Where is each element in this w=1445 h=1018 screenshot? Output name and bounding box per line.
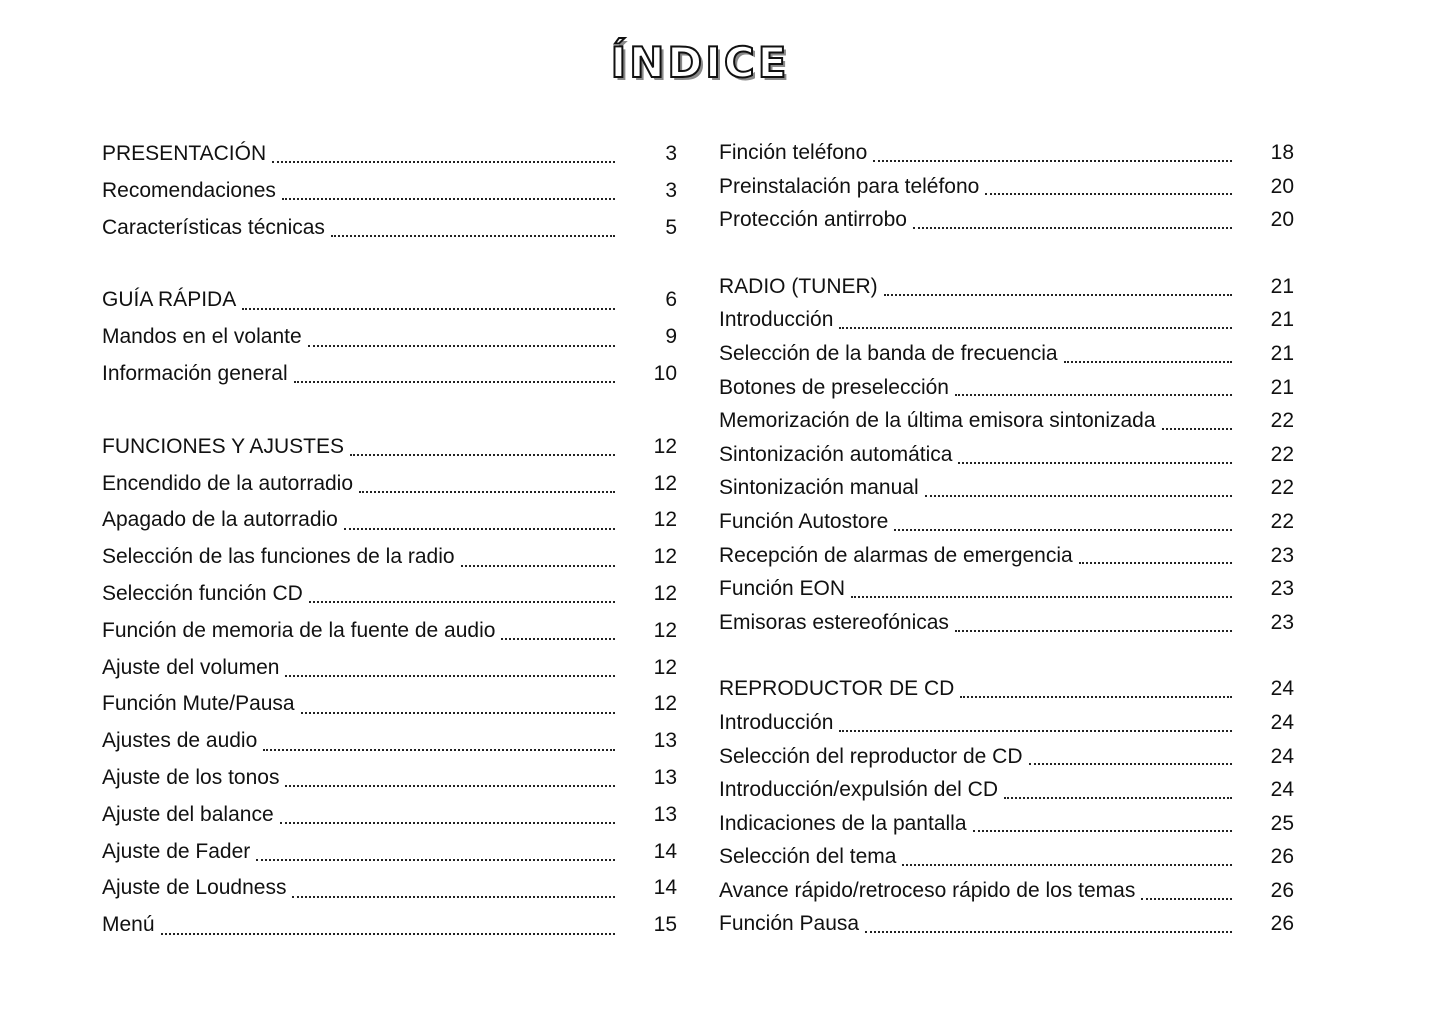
dot-leader bbox=[285, 785, 615, 787]
toc-entry-title: Memorización de la última emisora sintonizada bbox=[719, 409, 1156, 433]
dot-leader bbox=[839, 730, 1232, 732]
toc-entry-title: Avance rápido/retroceso rápido de los temas bbox=[719, 878, 1136, 902]
toc-entry[interactable] bbox=[719, 404, 1294, 438]
toc-entry[interactable] bbox=[719, 136, 1294, 170]
toc-entry-page-number: 23 bbox=[1270, 543, 1294, 567]
dot-leader bbox=[350, 454, 615, 456]
dot-leader bbox=[272, 161, 615, 163]
dot-leader bbox=[309, 601, 615, 603]
dot-leader bbox=[294, 381, 615, 383]
toc-entry[interactable] bbox=[719, 907, 1294, 941]
toc-entry-page-number: 20 bbox=[1270, 174, 1294, 198]
toc-entry-title: Apagado de la autorradio bbox=[102, 508, 338, 532]
toc-section bbox=[719, 136, 1294, 237]
dot-leader bbox=[285, 675, 615, 677]
toc-section bbox=[102, 429, 677, 944]
toc-entry-page-number: 24 bbox=[1270, 710, 1294, 734]
toc-entry-page-number: 10 bbox=[653, 361, 677, 385]
toc-entry[interactable] bbox=[102, 686, 677, 723]
toc-entry-page-number: 21 bbox=[1270, 274, 1294, 298]
dot-leader bbox=[280, 822, 615, 824]
page-title: ÍNDICE bbox=[610, 38, 790, 87]
toc-entry[interactable] bbox=[719, 471, 1294, 505]
dot-leader bbox=[1004, 797, 1232, 799]
toc-entry-page-number: 21 bbox=[1270, 375, 1294, 399]
dot-leader bbox=[501, 638, 615, 640]
dot-leader bbox=[242, 308, 615, 310]
toc-entry-page-number: 18 bbox=[1270, 141, 1294, 164]
toc-entry-title: Selección de la banda de frecuencia bbox=[719, 341, 1058, 365]
toc-entry[interactable] bbox=[102, 539, 677, 576]
toc-entry[interactable] bbox=[719, 773, 1294, 807]
dot-leader bbox=[256, 859, 615, 861]
toc-entry[interactable] bbox=[102, 282, 677, 319]
toc-entry[interactable] bbox=[719, 606, 1294, 640]
toc-entry-title: Selección del tema bbox=[719, 845, 897, 869]
toc-entry-title: Introducción bbox=[719, 308, 834, 332]
dot-leader bbox=[960, 696, 1232, 698]
toc-entry-page-number: 12 bbox=[653, 508, 677, 532]
toc-entry-title: Función de memoria de la fuente de audio bbox=[102, 618, 496, 642]
toc-entry-page-number: 22 bbox=[1270, 442, 1294, 466]
toc-entry-title: FUNCIONES Y AJUSTES bbox=[102, 434, 344, 458]
toc-entry[interactable] bbox=[719, 303, 1294, 337]
toc-entry-page-number: 24 bbox=[1270, 744, 1294, 768]
toc-entry[interactable] bbox=[719, 170, 1294, 204]
toc-entry-title: Selección del reproductor de CD bbox=[719, 744, 1023, 768]
toc-entry-page-number: 25 bbox=[1270, 811, 1294, 835]
dot-leader bbox=[1141, 898, 1232, 900]
toc-entry-page-number: 24 bbox=[1270, 677, 1294, 701]
toc-entry[interactable] bbox=[719, 740, 1294, 774]
toc-entry-page-number: 12 bbox=[653, 618, 677, 642]
toc-entry-page-number: 23 bbox=[1270, 610, 1294, 634]
dot-leader bbox=[331, 235, 615, 237]
toc-entry-page-number: 3 bbox=[665, 178, 677, 202]
toc-entry-title: Función EON bbox=[719, 577, 846, 601]
toc-entry[interactable] bbox=[719, 203, 1294, 237]
toc-entry-title: Ajustes de audio bbox=[102, 729, 258, 753]
toc-entry-title: Ajuste de Fader bbox=[102, 839, 251, 863]
toc-entry-title: Menú bbox=[102, 913, 155, 937]
dot-leader bbox=[955, 630, 1232, 632]
dot-leader bbox=[894, 529, 1232, 531]
toc-entry-title: Función Pausa bbox=[719, 912, 860, 936]
toc-entry-title: Función Autostore bbox=[719, 509, 889, 533]
toc-entry-title: Introducción bbox=[719, 710, 834, 734]
toc-entry-page-number: 20 bbox=[1270, 208, 1294, 232]
dot-leader bbox=[902, 864, 1232, 866]
toc-entry[interactable] bbox=[102, 429, 677, 466]
toc-entry[interactable] bbox=[719, 539, 1294, 573]
toc-entry[interactable] bbox=[719, 505, 1294, 539]
toc-entry-title: Ajuste del balance bbox=[102, 802, 274, 826]
toc-entry[interactable] bbox=[102, 723, 677, 760]
toc-section bbox=[102, 136, 677, 246]
toc-entry-title: Sintonización automática bbox=[719, 442, 953, 466]
toc-entry[interactable] bbox=[719, 438, 1294, 472]
toc-entry[interactable] bbox=[102, 576, 677, 613]
toc-entry[interactable] bbox=[719, 874, 1294, 908]
toc-entry-page-number: 23 bbox=[1270, 577, 1294, 601]
toc-entry-title: Mandos en el volante bbox=[102, 325, 302, 349]
toc-entry[interactable] bbox=[102, 650, 677, 687]
toc-entry[interactable] bbox=[102, 502, 677, 539]
toc-entry-page-number: 13 bbox=[653, 765, 677, 789]
toc-entry-page-number: 22 bbox=[1270, 476, 1294, 500]
toc-entry-title: Introducción/expulsión del CD bbox=[719, 778, 998, 802]
toc-left-column bbox=[102, 136, 677, 944]
toc-entry-page-number: 21 bbox=[1270, 308, 1294, 332]
toc-entry-page-number: 24 bbox=[1270, 778, 1294, 802]
toc-entry-page-number: 26 bbox=[1270, 912, 1294, 936]
toc-entry[interactable] bbox=[719, 270, 1294, 304]
toc-entry-page-number: 13 bbox=[653, 802, 677, 826]
toc-entry-title: Finción teléfono bbox=[719, 141, 868, 164]
toc-entry-page-number: 12 bbox=[653, 692, 677, 716]
dot-leader bbox=[873, 160, 1232, 162]
dot-leader bbox=[344, 528, 615, 530]
dot-leader bbox=[308, 345, 615, 347]
dot-leader bbox=[263, 749, 615, 751]
dot-leader bbox=[282, 198, 615, 200]
dot-leader bbox=[973, 830, 1232, 832]
toc-entry-page-number: 3 bbox=[665, 142, 677, 165]
toc-entry[interactable] bbox=[102, 907, 677, 944]
toc-entry-page-number: 12 bbox=[653, 471, 677, 495]
toc-entry[interactable] bbox=[102, 319, 677, 356]
toc-entry-page-number: 22 bbox=[1270, 409, 1294, 433]
toc-entry[interactable] bbox=[719, 572, 1294, 606]
toc-entry-page-number: 5 bbox=[665, 215, 677, 239]
toc-entry[interactable] bbox=[102, 797, 677, 834]
toc-entry-title: Información general bbox=[102, 361, 288, 385]
toc-entry-title: Recomendaciones bbox=[102, 178, 276, 202]
toc-entry-page-number: 26 bbox=[1270, 845, 1294, 869]
dot-leader bbox=[1079, 562, 1232, 564]
toc-entry[interactable] bbox=[102, 834, 677, 871]
toc-entry-title: GUÍA RÁPIDA bbox=[102, 288, 237, 312]
toc-entry-title: Ajuste de Loudness bbox=[102, 876, 287, 900]
toc-entry-page-number: 14 bbox=[653, 839, 677, 863]
dot-leader bbox=[955, 394, 1232, 396]
toc-entry-title: Selección de las funciones de la radio bbox=[102, 545, 455, 569]
toc-entry[interactable] bbox=[719, 672, 1294, 706]
toc-entry-page-number: 12 bbox=[653, 581, 677, 605]
toc-entry-page-number: 12 bbox=[653, 655, 677, 679]
toc-entry-page-number: 13 bbox=[653, 729, 677, 753]
toc-entry[interactable] bbox=[102, 136, 677, 173]
toc-entry[interactable] bbox=[102, 210, 677, 247]
toc-entry-page-number: 21 bbox=[1270, 341, 1294, 365]
toc-entry[interactable] bbox=[719, 840, 1294, 874]
toc-entry-title: Protección antirrobo bbox=[719, 208, 907, 232]
toc-entry-page-number: 22 bbox=[1270, 509, 1294, 533]
dot-leader bbox=[985, 193, 1232, 195]
dot-leader bbox=[461, 565, 615, 567]
dot-leader bbox=[913, 227, 1232, 229]
dot-leader bbox=[884, 294, 1232, 296]
toc-entry[interactable] bbox=[102, 760, 677, 797]
toc-entry-page-number: 9 bbox=[665, 325, 677, 349]
toc-entry-page-number: 14 bbox=[653, 876, 677, 900]
dot-leader bbox=[839, 327, 1232, 329]
toc-entry-title: PRESENTACIÓN bbox=[102, 142, 267, 165]
dot-leader bbox=[865, 931, 1232, 933]
toc-entry[interactable] bbox=[102, 870, 677, 907]
dot-leader bbox=[161, 933, 615, 935]
toc-entry-page-number: 6 bbox=[665, 288, 677, 312]
toc-entry-page-number: 15 bbox=[653, 913, 677, 937]
toc-entry-title: Preinstalación para teléfono bbox=[719, 174, 980, 198]
dot-leader bbox=[1162, 428, 1232, 430]
toc-entry-title: Indicaciones de la pantalla bbox=[719, 811, 967, 835]
dot-leader bbox=[301, 712, 615, 714]
toc-entry[interactable] bbox=[102, 356, 677, 393]
toc-entry[interactable] bbox=[102, 613, 677, 650]
toc-entry-title: Función Mute/Pausa bbox=[102, 692, 295, 716]
toc-right-column bbox=[719, 136, 1294, 941]
toc-entry-page-number: 12 bbox=[653, 545, 677, 569]
toc-entry-title: Sintonización manual bbox=[719, 476, 919, 500]
toc-entry[interactable] bbox=[719, 371, 1294, 405]
toc-section bbox=[719, 672, 1294, 941]
toc-entry-title: Características técnicas bbox=[102, 215, 325, 239]
toc-entry-title: Ajuste del volumen bbox=[102, 655, 280, 679]
dot-leader bbox=[958, 462, 1232, 464]
dot-leader bbox=[1029, 763, 1233, 765]
toc-entry-title: Emisoras estereofónicas bbox=[719, 610, 949, 634]
toc-entry-title: RADIO (TUNER) bbox=[719, 274, 878, 298]
toc-entry-title: Recepción de alarmas de emergencia bbox=[719, 543, 1073, 567]
toc-entry-title: Encendido de la autorradio bbox=[102, 471, 354, 495]
toc-section bbox=[719, 270, 1294, 640]
toc-entry[interactable] bbox=[102, 466, 677, 503]
toc-entry[interactable] bbox=[719, 706, 1294, 740]
dot-leader bbox=[851, 596, 1232, 598]
toc-entry[interactable] bbox=[719, 807, 1294, 841]
toc-section bbox=[102, 282, 677, 392]
toc-entry-title: Ajuste de los tonos bbox=[102, 765, 280, 789]
dot-leader bbox=[292, 896, 615, 898]
toc-entry-page-number: 12 bbox=[653, 434, 677, 458]
toc-entry[interactable] bbox=[719, 337, 1294, 371]
toc-entry-page-number: 26 bbox=[1270, 878, 1294, 902]
dot-leader bbox=[359, 491, 615, 493]
toc-entry-title: REPRODUCTOR DE CD bbox=[719, 677, 955, 701]
dot-leader bbox=[1064, 361, 1232, 363]
toc-entry-title: Selección función CD bbox=[102, 581, 303, 605]
toc-entry[interactable] bbox=[102, 173, 677, 210]
toc-entry-title: Botones de preselección bbox=[719, 375, 949, 399]
dot-leader bbox=[925, 495, 1232, 497]
